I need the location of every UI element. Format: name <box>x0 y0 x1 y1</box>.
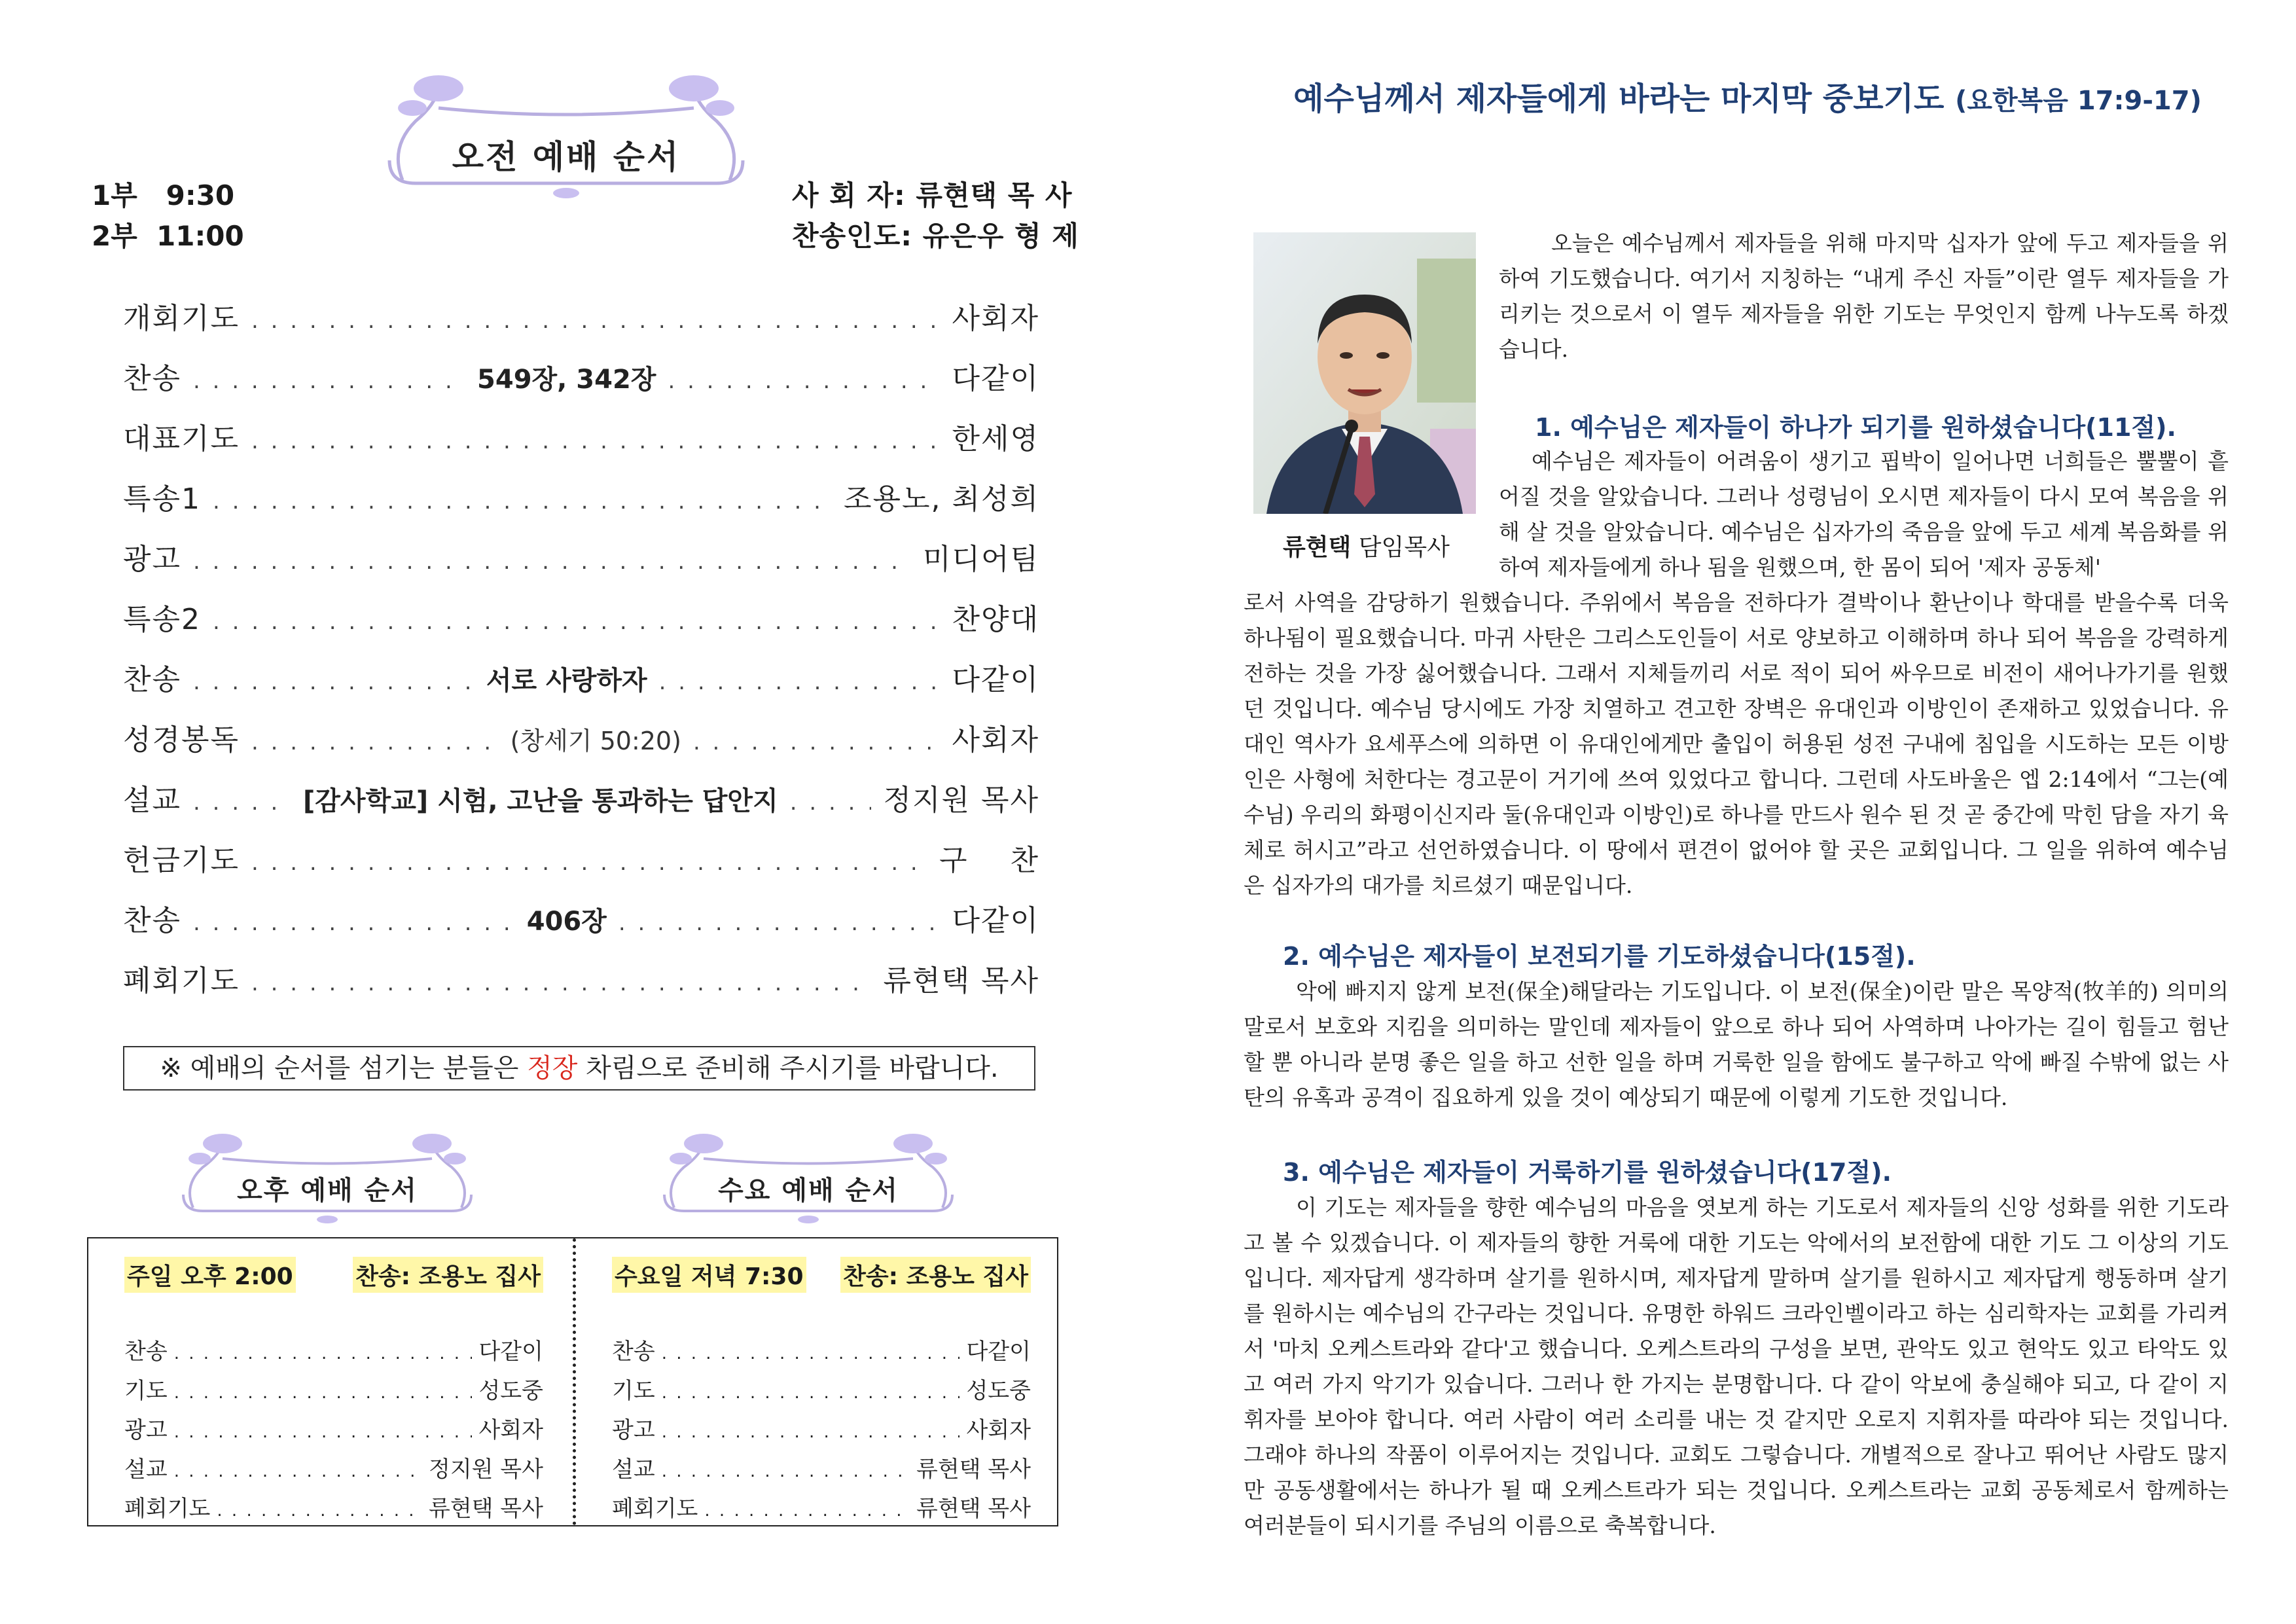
order-item: 개회기도 . . . 사회자 <box>123 295 1039 355</box>
pastor-role: 담임목사 <box>1351 534 1450 561</box>
order-item: 대표기도 . . . 한세영 <box>123 415 1039 475</box>
wednesday-item: 기도 . . . 성도중 <box>612 1373 1031 1412</box>
wednesday-leader: 찬송: 조용노 집사 <box>840 1257 1031 1293</box>
article-heading: 예수님께서 제자들에게 바라는 마지막 중보기도 <box>1293 81 1945 117</box>
afternoon-title: 오후 예배 순서 <box>237 1176 418 1206</box>
wednesday-item: 설교 . . . 류현택 목사 <box>612 1451 1031 1490</box>
section-heading-1: 1. 예수님은 제자들이 하나가 되기를 원하셨습니다(11절). <box>1535 413 2176 442</box>
order-item: 폐회기도 . . . 류현택 목사 <box>123 957 1039 1017</box>
afternoon-title-banner <box>173 1129 481 1227</box>
afternoon-item: 설교 . . . 정지원 목사 <box>124 1451 543 1490</box>
afternoon-leader: 찬송: 조용노 집사 <box>353 1257 543 1293</box>
order-item: 헌금기도 . . . 구 찬 <box>123 837 1039 897</box>
column-divider <box>573 1238 576 1525</box>
wednesday-title: 수요 예배 순서 <box>718 1176 899 1206</box>
song-leader-line: 찬송인도: 유은우 형 제 <box>792 220 1079 252</box>
evening-services-box <box>87 1237 1058 1526</box>
notice-highlight: 정장 <box>527 1053 578 1083</box>
afternoon-item: 폐회기도 . . . 류현택 목사 <box>124 1490 543 1530</box>
afternoon-column <box>124 1257 543 1530</box>
morning-title-banner <box>376 69 756 206</box>
dress-code-notice: ※ 예배의 순서를 섬기는 분들은 정장 차림으로 준비해 주시기를 바랍니다. <box>123 1046 1035 1091</box>
first-service-time: 1부 9:30 <box>92 179 235 211</box>
afternoon-item: 기도 . . . 성도중 <box>124 1373 543 1412</box>
article-intro: 오늘은 예수님께서 제자들을 위해 마지막 십자가 앞에 두고 제자들을 위하여 기도했습니다. 여기서 지칭하는 “내게 주신 자들”이란 열두 제자들을 가리키는 것으로서 이 열두 제자들을 위한 기도는 무엇인지 함께 나누도록 하겠습니다. <box>1499 230 2229 362</box>
order-item: 찬송 . . . 406장 . . . 다같이 <box>123 897 1039 957</box>
wednesday-column <box>612 1257 1031 1530</box>
presider-line: 사 회 자: 류현택 목 사 <box>792 179 1073 211</box>
service-leaders <box>792 175 1079 257</box>
order-item: 성경봉독 . . . (창세기 50:20) . . . 사회자 <box>123 716 1039 776</box>
afternoon-header <box>124 1257 543 1293</box>
section-3-paragraph: 이 기도는 제자들을 향한 예수님의 마음을 엿보게 하는 기도로서 제자들의 신앙 성화를 위한 기도라고 볼 수 있겠습니다. 이 제자들의 향한 거룩에 대한 기도는 악에서의 보전함에 대한 기도 그 이상의 기도입니다. 제자답게 생각하며 살기를 원하시며, 제자답게 말하며 살기를 원하시고 제자답게 행동하며 살기를 원하시는 예수님의 간구라는 것입니다. 유명한 하워드 크라인벨이라고 하는 심리학자는 교회를 가리켜서 '마치 오케스트라와 같다'고 했습니다. 오케스트라의 구성을 보면, 관악도 있고 현악도 있고 타악도 있고 여러 가지 악기가 있습니다. 그러나 한 가지는 분명합니다. 다 같이 악보에 충실해야 되고, 다 같이 지휘자를 보아야 합니다. 여러 사람이 여러 소리를 내는 것 같지만 오로지 지휘자를 따라야 되는 것입니다. 그래야 하나의 작품이 이루어지는 것입니다. 교회도 그렇습니다. 개별적으로 잘나고 뛰어난 사람도 많지만 공동생활에서는 하나가 될 때 오케스트라가 되는 것입니다. 오케스트라는 교회 공동체로서 함께하는 여러분들이 되시기를 주님의 이름으로 축복합니다. <box>1244 1195 2229 1538</box>
section-heading-3: 3. 예수님은 제자들이 거룩하기를 원하셨습니다(17절). <box>1283 1158 1892 1187</box>
pastor-portrait-icon <box>1253 232 1476 514</box>
wednesday-item: 폐회기도 . . . 류현택 목사 <box>612 1490 1031 1530</box>
order-item: 광고 . . . 미디어팀 <box>123 535 1039 596</box>
afternoon-time: 주일 오후 2:00 <box>124 1257 296 1293</box>
wednesday-title-banner <box>655 1129 962 1227</box>
order-item: 특송2 . . . 찬양대 <box>123 596 1039 656</box>
section-1-paragraph-bottom: 로서 사역을 감당하기 원했습니다. 주위에서 복음을 전하다가 결박이나 환난이나 학대를 받을수록 더욱 하나됨이 필요했습니다. 마귀 사탄은 그리스도인들이 서로 양보하고 이해하며 하나 되어 복음을 강력하게 전하는 것을 가장 싫어했습니다. 그래서 지체들끼리 서로 적이 되어 싸우므로 비전이 새어나가기를 원했던 것입니다. 예수님 당시에도 가장 치열하고 견고한 장벽은 유대인과 이방인이 존재하고 있었습니다. 유대인 역사가 요세푸스에 의하면 이 유대인에게만 출입이 허용된 성전 구내에 침입을 시도하는 모든 이방인은 사형에 처한다는 경고문이 거기에 쓰여 있었다고 합니다. 그런데 사도바울은 엡 2:14에서 “그는(예수님) 우리의 화평이신지라 둘(유대인과 이방인)로 하나를 만드사 원수 된 것 곧 중간에 막힌 담을 자기 육체로 허시고”라고 선언하였습니다. 이 땅에서 편견이 없어야 할 곳은 교회입니다. 그 일을 위하여 예수님은 십자가의 대가를 치르셨기 때문입니다. <box>1244 590 2229 898</box>
afternoon-item: 광고 . . . 사회자 <box>124 1412 543 1451</box>
section-1-paragraph-top: 예수님은 제자들이 어려움이 생기고 핍박이 일어나면 너희들은 뿔뿔이 흩어질 것을 알았습니다. 그러나 성령님이 오시면 제자들이 다시 모여 복음을 위해 살 것을 알았습니다. 예수님은 십자가의 죽음을 앞에 두고 세계 복음화를 위하여 제자들에게 하나 됨을 원했으며, 한 몸이 되어 '제자 공동체' <box>1499 448 2229 580</box>
section-heading-2: 2. 예수님은 제자들이 보전되기를 기도하셨습니다(15절). <box>1283 942 1916 971</box>
afternoon-item: 찬송 . . . 다같이 <box>124 1333 543 1373</box>
wednesday-time: 수요일 저녁 7:30 <box>612 1257 806 1293</box>
article-title <box>1283 73 2212 118</box>
service-times <box>92 175 244 257</box>
order-item: 찬송 . . . 549장, 342장 . . . 다같이 <box>123 355 1039 415</box>
wednesday-item: 광고 . . . 사회자 <box>612 1412 1031 1451</box>
pastor-name: 류현택 <box>1283 534 1352 561</box>
order-item: 설교 . . . [감사학교] 시험, 고난을 통과하는 답안지 . . . 정지원 목사 <box>123 776 1039 837</box>
scripture-reference: (요한복음 17:9-17) <box>1955 86 2202 116</box>
second-service-time: 2부 11:00 <box>92 220 244 252</box>
wednesday-header <box>612 1257 1031 1293</box>
order-item: 특송1 . . . 조용노, 최성희 <box>123 475 1039 535</box>
morning-title: 오전 예배 순서 <box>452 138 681 176</box>
pastor-photo <box>1253 232 1476 514</box>
wednesday-item: 찬송 . . . 다같이 <box>612 1333 1031 1373</box>
section-2-paragraph: 악에 빠지지 않게 보전(保全)해달라는 기도입니다. 이 보전(保全)이란 말은 목양적(牧羊的) 의미의 말로서 보호와 지킴을 의미하는 말인데 제자들이 앞으로 하나 되어 사역하며 나아가는 길이 힘들고 험난할 뿐 아니라 분명 좋은 일을 하고 선한 일을 하며 거룩한 일을 함에도 불구하고 악에 빠질 수밖에 없는 사탄의 유혹과 공격이 집요하게 있을 것이 예상되기 때문에 이렇게 기도한 것입니다. <box>1244 979 2229 1110</box>
pastor-caption <box>1283 529 1450 562</box>
order-item: 찬송 . . . 서로 사랑하자 . . . 다같이 <box>123 656 1039 716</box>
morning-order-list <box>123 295 1039 1017</box>
